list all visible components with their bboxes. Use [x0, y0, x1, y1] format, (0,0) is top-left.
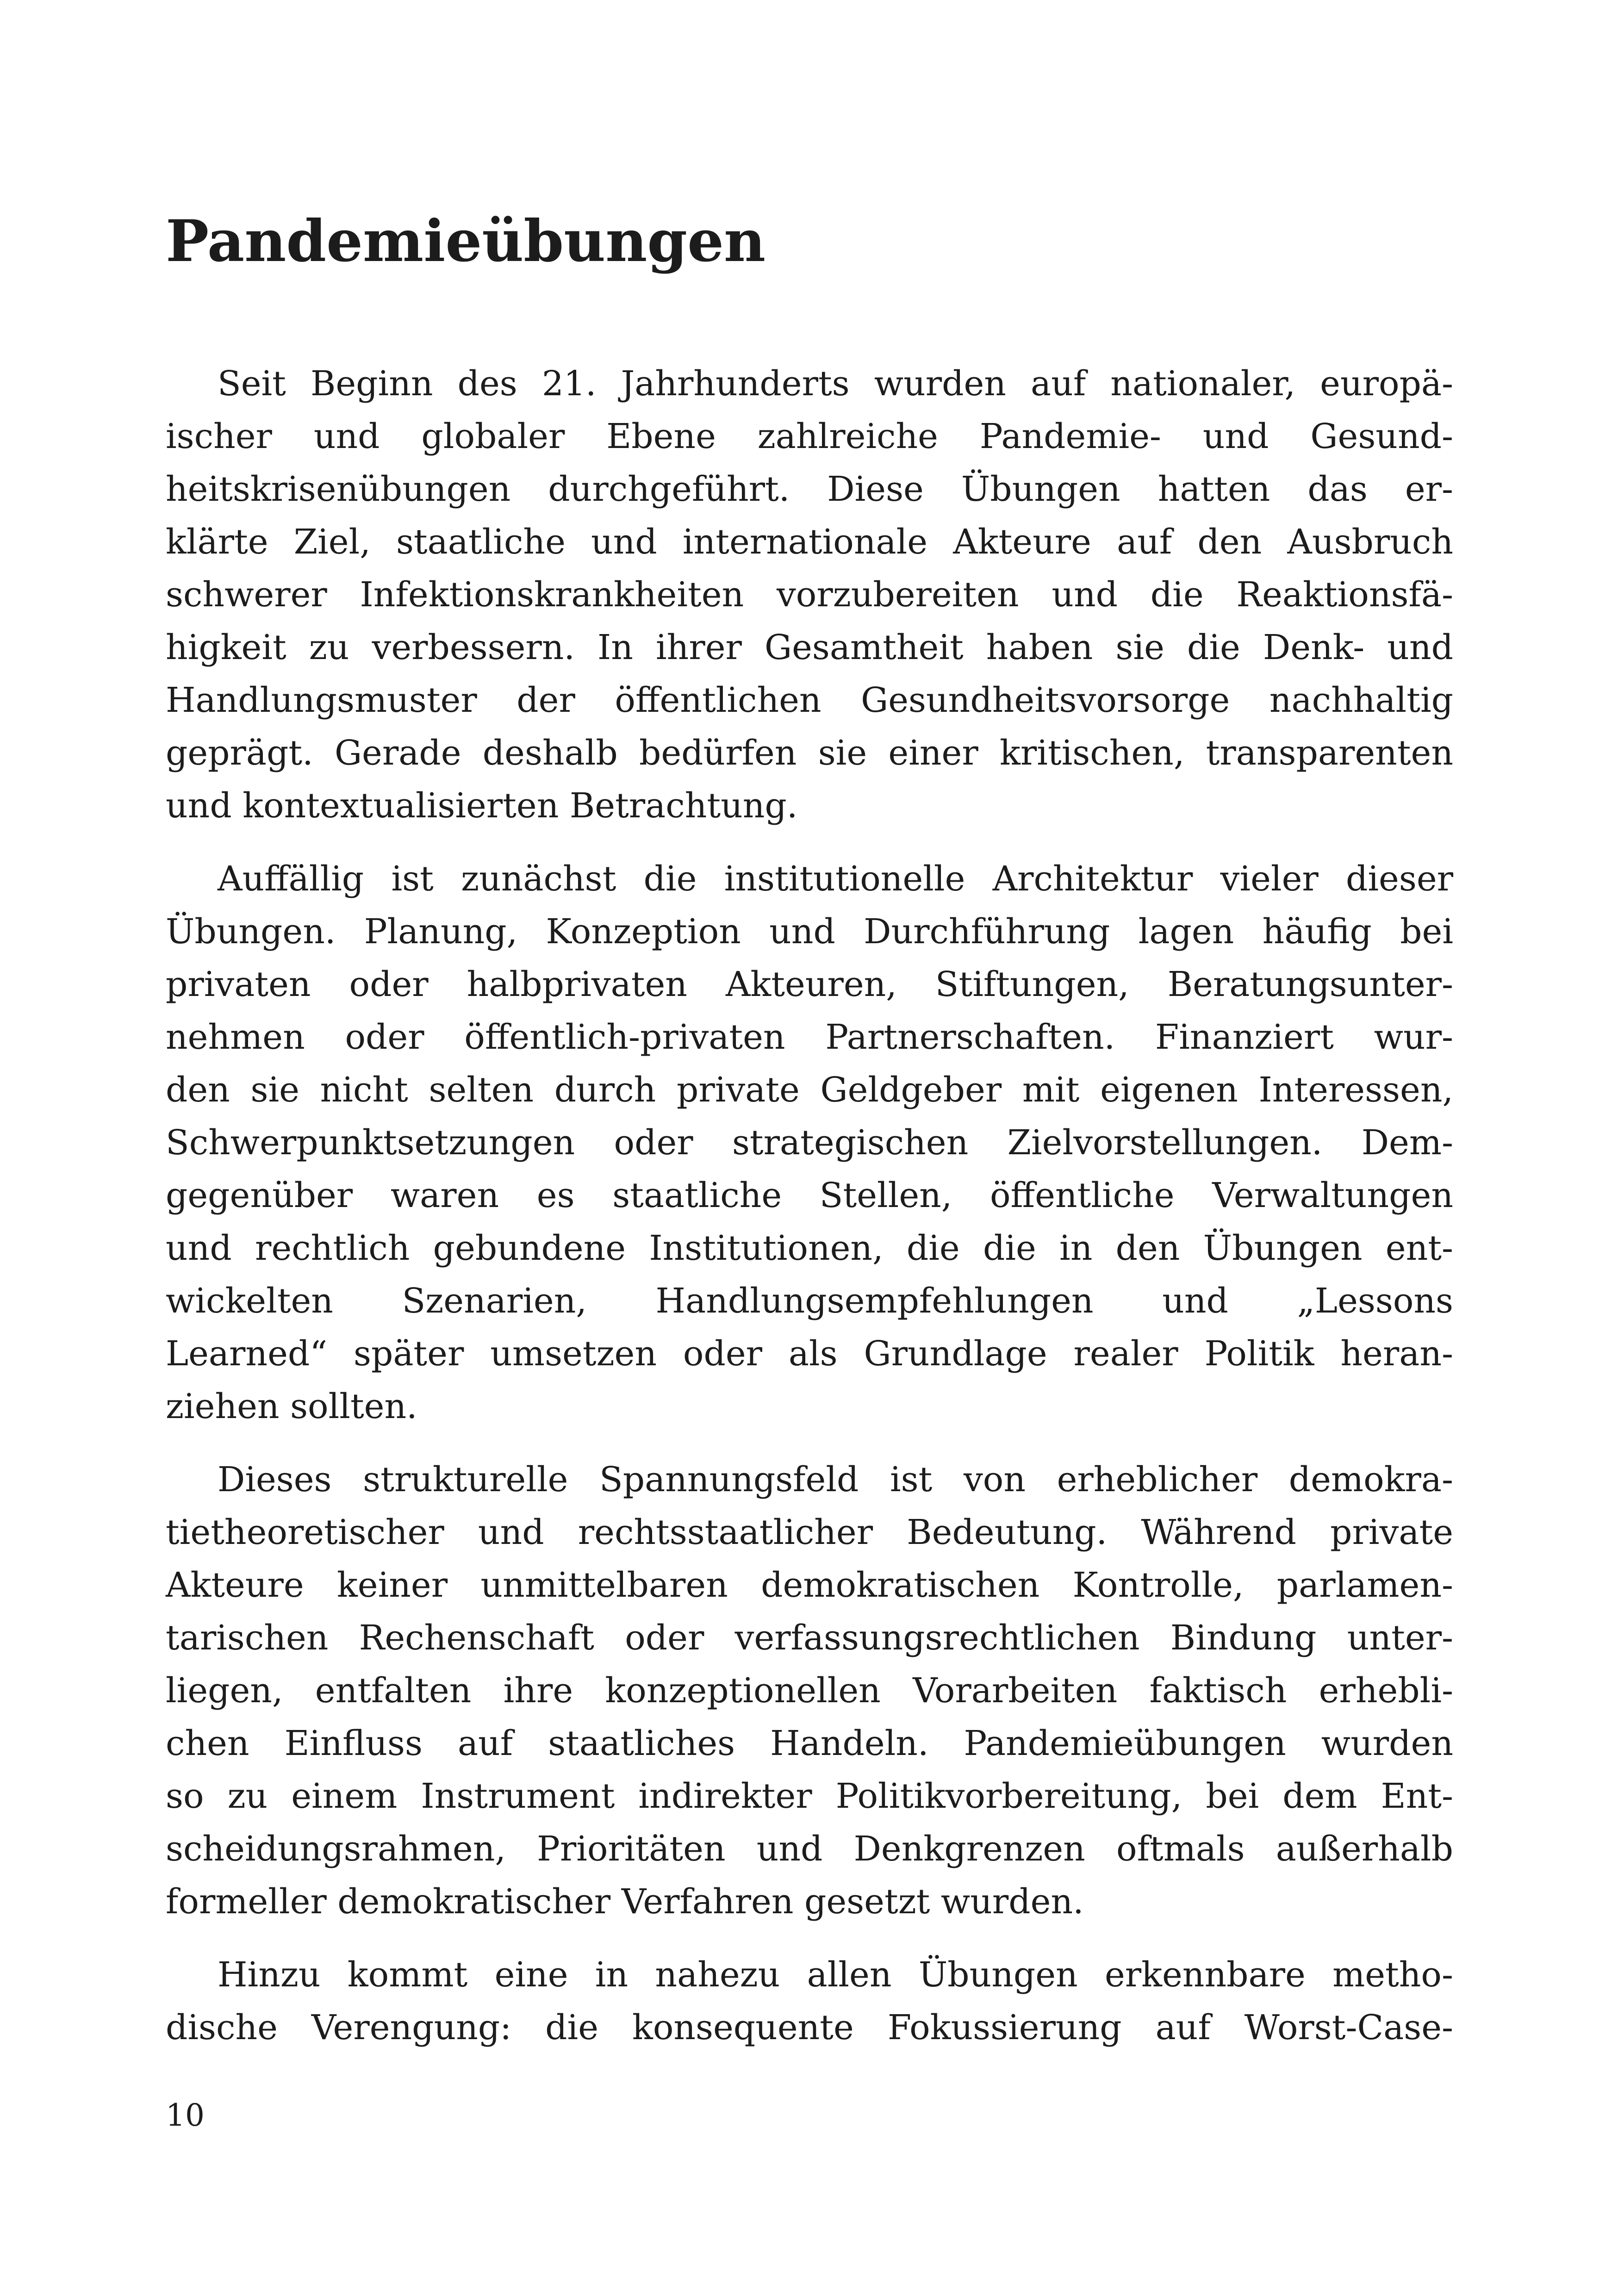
- text-line: ischer und globaler Ebene zahlreiche Pandemie- und Gesund-: [166, 417, 1453, 456]
- text-line: schwerer Infektionskrankheiten vorzubereiten und die Reaktionsfä-: [166, 575, 1453, 615]
- text-line: Learned“ später umsetzen oder als Grundlage realer Politik heran-: [166, 1334, 1453, 1374]
- text-line: Handlungsmuster der öffentlichen Gesundheitsvorsorge nachhaltig: [166, 680, 1453, 720]
- paragraph: [166, 1453, 1453, 1928]
- text-line: Übungen. Planung, Konzeption und Durchführung lagen häufig bei: [166, 912, 1453, 952]
- text-line: so zu einem Instrument indirekter Politikvorbereitung, bei dem Ent-: [166, 1776, 1453, 1816]
- text-line: und rechtlich gebundene Institutionen, die die in den Übungen ent-: [166, 1228, 1453, 1268]
- text-line: Hinzu kommt eine in nahezu allen Übungen erkennbare metho-: [218, 1955, 1453, 1995]
- text-line: tietheoretischer und rechtsstaatlicher Bedeutung. Während private: [166, 1512, 1453, 1552]
- paragraph: [166, 357, 1453, 832]
- text-line: nehmen oder öffentlich-privaten Partnerschaften. Finanziert wur-: [166, 1017, 1453, 1057]
- chapter-heading: Pandemieübungen: [166, 208, 766, 275]
- text-line: formeller demokratischer Verfahren gesetzt wurden.: [166, 1882, 1084, 1922]
- body-text: [166, 357, 1453, 2074]
- text-line: liegen, entfalten ihre konzeptionellen Vorarbeiten faktisch erhebli-: [166, 1671, 1453, 1711]
- text-line: chen Einfluss auf staatliches Handeln. Pandemieübungen wurden: [166, 1724, 1453, 1763]
- text-line: gegenüber waren es staatliche Stellen, öffentliche Verwaltungen: [166, 1176, 1453, 1215]
- text-line: klärte Ziel, staatliche und internationale Akteure auf den Ausbruch: [166, 522, 1453, 562]
- text-line: Auffällig ist zunächst die institutionelle Architektur vieler dieser: [218, 859, 1453, 899]
- text-line: Akteure keiner unmittelbaren demokratischen Kontrolle, parlamen-: [166, 1565, 1453, 1605]
- paragraph: [166, 852, 1453, 1433]
- text-line: tarischen Rechenschaft oder verfassungsrechtlichen Bindung unter-: [166, 1618, 1453, 1658]
- text-line: Seit Beginn des 21. Jahrhunderts wurden auf nationaler, europä-: [218, 364, 1453, 404]
- text-line: den sie nicht selten durch private Geldgeber mit eigenen Interessen,: [166, 1070, 1453, 1110]
- text-line: geprägt. Gerade deshalb bedürfen sie einer kritischen, transparenten: [166, 733, 1453, 773]
- text-line: privaten oder halbprivaten Akteuren, Stiftungen, Beratungsunter-: [166, 964, 1453, 1004]
- text-line: Dieses strukturelle Spannungsfeld ist von erheblicher demokra-: [218, 1460, 1453, 1500]
- text-line: higkeit zu verbessern. In ihrer Gesamtheit haben sie die Denk- und: [166, 628, 1453, 667]
- text-line: und kontextualisierten Betrachtung.: [166, 786, 798, 826]
- text-line: wickelten Szenarien, Handlungsempfehlungen und „Lessons: [166, 1281, 1453, 1321]
- paragraph: [166, 1948, 1453, 2054]
- text-line: scheidungsrahmen, Prioritäten und Denkgrenzen oftmals außerhalb: [166, 1829, 1453, 1869]
- text-line: heitskrisenübungen durchgeführt. Diese Übungen hatten das er-: [166, 469, 1453, 509]
- page-number: 10: [166, 2097, 205, 2133]
- text-line: Schwerpunktsetzungen oder strategischen Zielvorstellungen. Dem-: [166, 1123, 1453, 1163]
- text-line: ziehen sollten.: [166, 1387, 417, 1426]
- text-line: dische Verengung: die konsequente Fokussierung auf Worst-Case-: [166, 2008, 1453, 2047]
